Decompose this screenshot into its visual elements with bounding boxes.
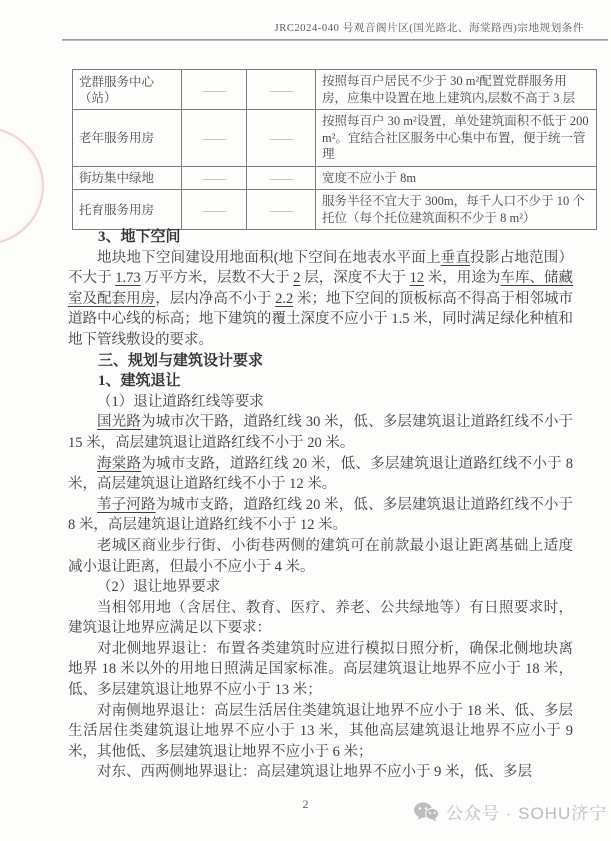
table-row: [73, 190, 597, 230]
dash-placeholder: ——: [270, 130, 292, 145]
table-row: [73, 70, 597, 110]
text-segment: ，层内净高不小于: [155, 290, 276, 307]
paragraph: [68, 412, 573, 453]
text-segment: 米，用途为: [424, 270, 501, 287]
document-header-title: JRC2024-040 号观音阁片区(国光路北、海棠路西)宗地规划条件: [274, 23, 584, 34]
table-row: [73, 110, 597, 167]
text-segment: 对北侧地界退让：布置各类建筑时应进行模拟日照分析，确保北侧地块离地界 18 米以外的用地日照满足国家标准。高层建筑退让地界不应小于 18 米，低、多层建筑退让地界不应小于 13 米；: [68, 640, 573, 699]
paragraph: [68, 536, 573, 577]
text-segment: （2）退让地界要求: [97, 579, 221, 596]
cell-col3: [247, 70, 316, 110]
cell-requirement: 服务半径不宜大于 300m，每千人口不少于 10 个托位（每个托位建筑面积不少于 8 m²）: [316, 190, 597, 230]
cell-requirement: 按照每百户居民不少于 30 m²配置党群服务用房，应集中设置在地上建筑内,层数不高于 3 层: [316, 70, 597, 110]
wechat-icon: [413, 801, 439, 823]
paragraph: [68, 392, 573, 413]
page-number: 2: [302, 797, 309, 811]
cell-requirement: 按照每百户 30 m²设置，单处建筑面积不低于 200 m²。宜结合社区服务中心集中布置，便于统一管理: [316, 110, 597, 167]
text-segment: 2: [293, 270, 301, 287]
cell-col2: [182, 190, 247, 230]
header-divider: [62, 39, 608, 41]
cell-facility-name: 党群服务中心（站）: [73, 70, 182, 110]
paragraph: [68, 577, 573, 598]
dash-placeholder: ——: [270, 202, 292, 217]
text-segment: 3、地下空间: [98, 229, 181, 245]
dash-placeholder: ——: [203, 170, 225, 185]
paragraph: [68, 371, 573, 392]
text-segment: 地块地下空间建设用地面积(地下空间在地表水平面上: [97, 249, 441, 266]
cell-col3: [247, 166, 316, 190]
paragraph: [68, 762, 573, 783]
paragraph: [68, 701, 573, 763]
text-segment: 12: [409, 270, 425, 287]
text-segment: 垂直: [440, 249, 471, 266]
text-segment: 1、建筑退让: [98, 373, 181, 390]
dash-placeholder: ——: [203, 82, 225, 97]
spec-table: [72, 69, 597, 230]
text-segment: 为城市次干路，道路红线 30 米，低、多层建筑退让道路红线不小于 15 米，高层建筑退让道路红线不小于 20 米。: [68, 414, 574, 451]
text-segment: 1.73: [115, 270, 141, 287]
watermark: [413, 799, 607, 824]
paragraph: [68, 598, 573, 639]
text-segment: 对东、西两侧地界退让：高层建筑退让地界不应小于 9 米，低、多层: [97, 764, 532, 781]
paragraph: [68, 495, 573, 536]
text-segment: （1）退让道路红线等要求: [97, 393, 264, 410]
text-segment: 老城区商业步行街、小街巷两侧的建筑可在前款最小退让距离基础上适度减小退让距离，但最小不应小于 4 米。: [68, 537, 573, 575]
paragraph: [68, 454, 573, 495]
cell-col2: [182, 166, 247, 190]
table-row: [73, 166, 597, 190]
text-segment: 万平方米，层数不大于: [140, 270, 294, 287]
text-segment: 三、规划与建筑设计要求: [98, 352, 264, 369]
document-body: [68, 227, 573, 783]
dash-placeholder: ——: [270, 170, 292, 185]
cell-facility-name: 街坊集中绿地: [73, 166, 182, 190]
text-segment: 海棠路: [97, 455, 142, 472]
spec-table-body: [73, 70, 597, 230]
paragraph: [68, 227, 573, 248]
seal-stamp-arc-icon: [0, 127, 44, 245]
text-segment: 层，深度不大于: [300, 270, 410, 287]
cell-col2: [182, 110, 247, 167]
text-segment: 苇子河路: [97, 496, 156, 513]
text-segment: 为城市支路，道路红线 20 米，低、多层建筑退让道路红线不小于 8 米，高层建筑退让道路红线不小于 12 米。: [68, 455, 574, 493]
dash-placeholder: ——: [270, 82, 292, 97]
text-segment: 车库、储藏室及配套用房: [68, 270, 574, 307]
paragraph: [68, 248, 573, 351]
dash-placeholder: ——: [203, 130, 225, 145]
cell-facility-name: 托育服务用房: [73, 190, 182, 230]
text-segment: 2.2: [275, 290, 294, 307]
text-segment: 为城市支路，道路红线 20 米，低、多层建筑退让道路红线不小于 8 米，高层建筑退让道路红线不小于 12 米。: [68, 496, 573, 534]
cell-col3: [247, 110, 316, 167]
paragraph: [68, 639, 573, 701]
watermark-text: 公众号 · SOHU济宁: [446, 804, 608, 823]
dash-placeholder: ——: [203, 202, 225, 217]
cell-col3: [247, 190, 316, 230]
paragraph: [68, 351, 573, 372]
cell-facility-name: 老年服务用房: [73, 110, 182, 167]
cell-requirement: 宽度不应小于 8m: [316, 166, 597, 190]
cell-col2: [182, 70, 247, 110]
text-segment: 投影占地范围）不大于: [68, 249, 574, 287]
text-segment: 当相邻用地（含居住、教育、医疗、养老、公共绿地等）有日照要求时，建筑退让地界应满足以下要求：: [68, 599, 573, 637]
text-segment: 对南侧地界退让：高层生活居住类建筑退让地界不应小于 18 米、低、多层生活居住类建筑退让地界不应小于 13 米，其他高层建筑退让地界不应小于 9 米，其他低、多层建筑退让地界不应小于 6 米；: [68, 702, 573, 760]
text-segment: 国光路: [97, 414, 141, 431]
text-segment: 米；地下空间的顶板标高不得高于相邻城市道路中心线的标高；地下建筑的覆土深度不应小于 1.5 米，同时满足绿化种植和地下管线敷设的要求。: [68, 290, 574, 348]
